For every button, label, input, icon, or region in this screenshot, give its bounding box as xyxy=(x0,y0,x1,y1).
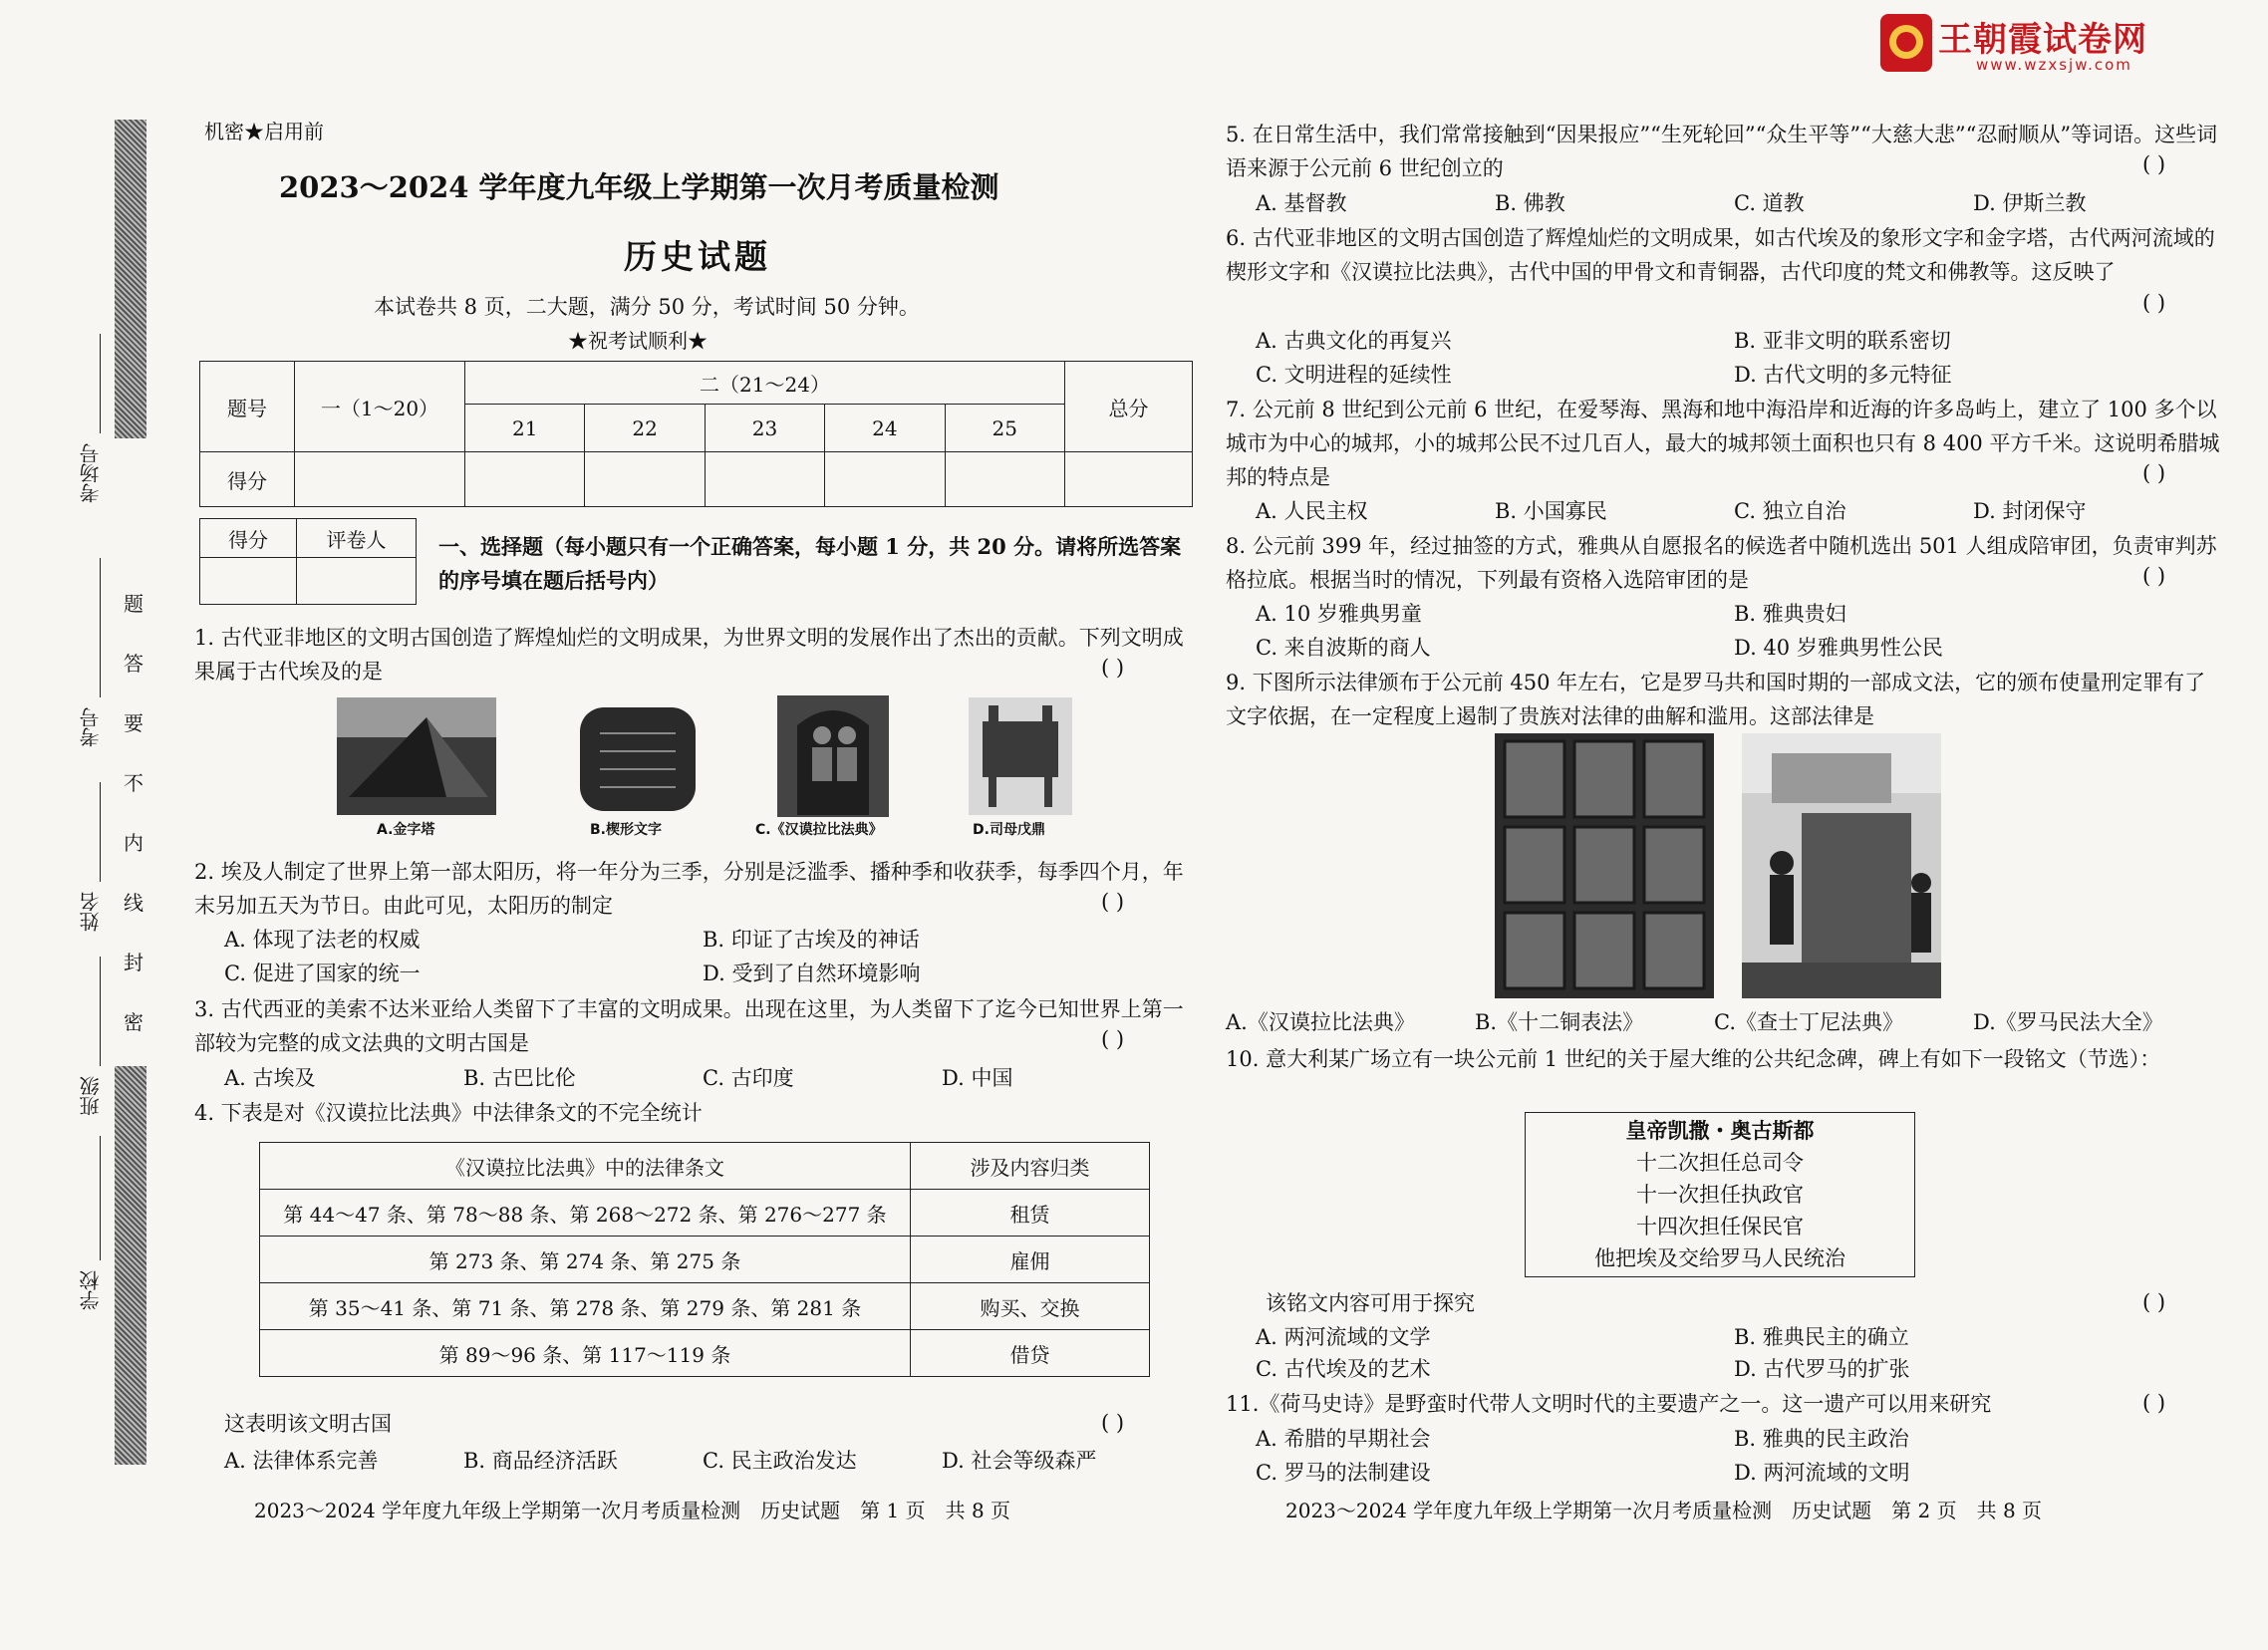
q2-option-a[interactable]: A. 体现了法老的权威 xyxy=(224,928,421,952)
exam-instructions: 本试卷共 8 页，二大题，满分 50 分，考试时间 50 分钟。 xyxy=(374,295,920,319)
inscription-box xyxy=(1525,1112,1915,1277)
q1-stem: 1. 古代亚非地区的文明古国创造了辉煌灿烂的文明成果，为世界文明的发展作出了杰出的贡献。下列文明成果属于古代埃及的是 xyxy=(194,626,1184,684)
score-cell[interactable] xyxy=(825,452,945,507)
q9-option-b[interactable]: B.《十二铜表法》 xyxy=(1475,1010,1644,1034)
grader-table xyxy=(199,518,417,605)
q2-option-b[interactable]: B. 印证了古埃及的神话 xyxy=(703,928,920,952)
grader-name-cell[interactable] xyxy=(297,558,417,605)
th-number: 题号 xyxy=(200,362,295,452)
binding-margin xyxy=(0,0,179,1650)
exam-title: 2023～2024 学年度九年级上学期第一次月考质量检测 xyxy=(279,170,999,204)
q8-stem: 8. 公元前 399 年，经过抽签的方式，雅典从自愿报名的候选者中随机选出 501 人组成陪审团，负责审判苏格拉底。根据当时的情况，下列最有资格入选陪审团的是 xyxy=(1226,534,2217,592)
page-2 xyxy=(1226,100,2222,1594)
binding-hatch-top xyxy=(115,120,146,438)
q5-answer-bracket[interactable]: ( ) xyxy=(2142,152,2166,176)
watermark-url: www.wzxsjw.com xyxy=(1976,56,2132,74)
q2-stem: 2. 埃及人制定了世界上第一部太阳历，将一年分为三季，分别是泛滥季、播种季和收获季，每季四个月，年末另加五天为节日。由此可见，太阳历的制定 xyxy=(194,860,1184,918)
score-cell[interactable] xyxy=(465,452,585,507)
table-row xyxy=(260,1237,1150,1283)
grader-score-cell[interactable] xyxy=(200,558,297,605)
th-col: 25 xyxy=(945,405,1064,452)
q4-option-b[interactable]: B. 商品经济活跃 xyxy=(463,1449,618,1473)
q7-option-a[interactable]: A. 人民主权 xyxy=(1256,499,1368,523)
page-2-footer: 2023～2024 学年度九年级上学期第一次月考质量检测 历史试题 第 2 页 共 8 页 xyxy=(1285,1499,2043,1522)
table-row xyxy=(260,1283,1150,1330)
q3-option-a[interactable]: A. 古埃及 xyxy=(224,1066,316,1090)
logo-badge-icon xyxy=(1878,12,1934,74)
q11-option-a[interactable]: A. 希腊的早期社会 xyxy=(1256,1427,1431,1451)
q10-option-c[interactable]: C. 古代埃及的艺术 xyxy=(1256,1357,1431,1381)
q6-option-a[interactable]: A. 古典文化的再复兴 xyxy=(1256,329,1452,353)
section-1-heading: 一、选择题（每小题只有一个正确答案，每小题 1 分，共 20 分。请将所选答案的序号填在题后括号内） xyxy=(438,534,1182,593)
score-table xyxy=(199,361,1193,507)
q6-option-d[interactable]: D. 古代文明的多元特征 xyxy=(1734,363,1952,387)
school-line[interactable] xyxy=(100,1136,101,1260)
score-cell[interactable] xyxy=(1065,452,1193,507)
q9-option-a[interactable]: A.《汉谟拉比法典》 xyxy=(1226,1010,1415,1034)
watermark-title: 王朝霞试卷网 xyxy=(1938,20,2147,60)
stele-image xyxy=(777,695,889,817)
roman-forum-engraving-image xyxy=(1742,733,1941,998)
q3-answer-bracket[interactable]: ( ) xyxy=(1101,1027,1125,1051)
q5-stem: 5. 在日常生活中，我们常常接触到“因果报应”“生死轮回”“众生平等”“大慈大悲”“忍耐顺从”等词语。这些词语来源于公元前 6 世纪创立的 xyxy=(1226,123,2218,180)
score-cell[interactable] xyxy=(945,452,1064,507)
q3-stem: 3. 古代西亚的美索不达米亚给人类留下了丰富的文明成果。出现在这里，为人类留下了迄今已知世界上第一部较为完整的成文法典的文明古国是 xyxy=(194,997,1184,1055)
law-table-header: 《汉谟拉比法典》中的法律条文 xyxy=(260,1143,911,1190)
q9-stem: 9. 下图所示法律颁布于公元前 450 年左右，它是罗马共和国时期的一部成文法，它的颁布使量刑定罪有了文字依据，在一定程度上遏制了贵族对法律的曲解和滥用。这部法律是 xyxy=(1226,671,2206,728)
table-row xyxy=(260,1330,1150,1377)
confidential-mark: 机密★启用前 xyxy=(204,120,324,143)
q4-stem: 4. 下表是对《汉谟拉比法典》中法律条文的不完全统计 xyxy=(194,1101,703,1125)
name-label: 姓名 xyxy=(79,892,103,932)
page-1 xyxy=(194,100,1196,1594)
q4-answer-bracket[interactable]: ( ) xyxy=(1101,1411,1125,1435)
q10-tail: 该铭文内容可用于探究 xyxy=(1266,1291,1475,1315)
q3-option-c[interactable]: C. 古印度 xyxy=(703,1066,794,1090)
q5-option-a[interactable]: A. 基督教 xyxy=(1256,191,1347,215)
q5-option-c[interactable]: C. 道教 xyxy=(1734,191,1805,215)
q1-answer-bracket[interactable]: ( ) xyxy=(1101,656,1125,680)
bronze-tablets-image xyxy=(1495,733,1714,998)
q5-option-d[interactable]: D. 伊斯兰教 xyxy=(1973,191,2087,215)
good-luck-note: ★祝考试顺利★ xyxy=(568,329,708,353)
class-label: 班级 xyxy=(79,1076,103,1116)
q1-caption-d: D.司母戊鼎 xyxy=(973,822,1045,838)
q7-stem: 7. 公元前 8 世纪到公元前 6 世纪，在爱琴海、黑海和地中海沿岸和近海的许多岛屿上，建立了 100 多个以城市为中心的城邦，小的城邦公民不过几百人，最大的城邦领土面积也只有 8 400 平方千米。这说明希腊城邦的特点是 xyxy=(1226,398,2220,489)
q8-answer-bracket[interactable]: ( ) xyxy=(2142,564,2166,588)
q4-option-a[interactable]: A. 法律体系完善 xyxy=(224,1449,379,1473)
pyramid-image xyxy=(337,697,496,815)
ding-image xyxy=(969,697,1072,815)
q10-option-d[interactable]: D. 古代罗马的扩张 xyxy=(1734,1357,1910,1381)
q1-caption-a: A.金字塔 xyxy=(377,822,435,838)
binding-char: 线 xyxy=(124,891,143,915)
law-articles-cell: 第 35～41 条、第 71 条、第 278 条、第 279 条、第 281 条 xyxy=(260,1283,911,1330)
law-category-cell: 借贷 xyxy=(911,1330,1150,1377)
q4-option-d[interactable]: D. 社会等级森严 xyxy=(942,1449,1097,1473)
q8-option-b[interactable]: B. 雅典贵妇 xyxy=(1734,602,1846,626)
q11-option-c[interactable]: C. 罗马的法制建设 xyxy=(1256,1461,1431,1485)
table-row xyxy=(260,1190,1150,1237)
exam-room-label: 考场号 xyxy=(79,443,103,503)
q2-option-d[interactable]: D. 受到了自然环境影响 xyxy=(703,962,921,985)
q5-option-b[interactable]: B. 佛教 xyxy=(1495,191,1565,215)
q7-answer-bracket[interactable]: ( ) xyxy=(2142,461,2166,485)
q7-option-d[interactable]: D. 封闭保守 xyxy=(1973,499,2087,523)
inscription-line: 皇帝凯撒・奥古斯都 xyxy=(1625,1118,1815,1143)
school-label: 学校 xyxy=(79,1270,103,1310)
law-category-cell: 租赁 xyxy=(911,1190,1150,1237)
binding-char: 答 xyxy=(124,652,143,676)
q2-option-c[interactable]: C. 促进了国家的统一 xyxy=(224,962,421,985)
watermark-logo xyxy=(1878,12,2212,78)
grader-label: 评卷人 xyxy=(297,519,417,558)
grader-score-label: 得分 xyxy=(200,519,297,558)
q10-option-b[interactable]: B. 雅典民主的确立 xyxy=(1734,1325,1909,1349)
score-row-label: 得分 xyxy=(200,452,295,507)
q6-answer-bracket[interactable]: ( ) xyxy=(2142,291,2166,315)
binding-char: 要 xyxy=(124,711,143,735)
q10-answer-bracket[interactable]: ( ) xyxy=(2142,1290,2166,1314)
q3-option-d[interactable]: D. 中国 xyxy=(942,1066,1013,1090)
exam-room-line[interactable] xyxy=(100,334,101,433)
q11-option-d[interactable]: D. 两河流域的文明 xyxy=(1734,1461,1910,1485)
q11-stem: 11.《荷马史诗》是野蛮时代带人文明时代的主要遗产之一。这一遗产可以用来研究 xyxy=(1226,1392,1992,1416)
exam-number-label: 考号 xyxy=(79,707,103,747)
inscription-line: 十二次担任总司令 xyxy=(1636,1151,1804,1175)
q8-option-c[interactable]: C. 来自波斯的商人 xyxy=(1256,636,1431,660)
law-statistics-table xyxy=(259,1142,1150,1377)
q10-stem: 10. 意大利某广场立有一块公元前 1 世纪的关于屋大维的公共纪念碑，碑上有如下一段铭文（节选）： xyxy=(1226,1047,2161,1071)
q8-option-a[interactable]: A. 10 岁雅典男童 xyxy=(1256,602,1422,626)
page-1-footer: 2023～2024 学年度九年级上学期第一次月考质量检测 历史试题 第 1 页 共 8 页 xyxy=(254,1499,1011,1522)
binding-char: 不 xyxy=(124,771,143,795)
q4-option-c[interactable]: C. 民主政治发达 xyxy=(703,1449,857,1473)
cuneiform-tablet-image xyxy=(576,703,700,815)
q3-option-b[interactable]: B. 古巴比伦 xyxy=(463,1066,576,1090)
law-category-cell: 购买、交换 xyxy=(911,1283,1150,1330)
q1-caption-b: B.楔形文字 xyxy=(590,822,662,838)
law-table-header: 涉及内容归类 xyxy=(911,1143,1150,1190)
score-cell[interactable] xyxy=(705,452,824,507)
subject-title: 历史试题 xyxy=(624,237,771,276)
class-line[interactable] xyxy=(100,957,101,1066)
exam-number-line[interactable] xyxy=(100,558,101,697)
binding-char: 封 xyxy=(124,951,143,974)
q6-stem: 6. 古代亚非地区的文明古国创造了辉煌灿烂的文明成果，如古代埃及的象形文字和金字塔，古代两河流域的楔形文字和《汉谟拉比法典》，古代中国的甲骨文和青铜器，古代印度的梵文和佛教等。这反映了 xyxy=(1226,226,2215,284)
q9-option-c[interactable]: C.《查士丁尼法典》 xyxy=(1714,1010,1903,1034)
q11-option-b[interactable]: B. 雅典的民主政治 xyxy=(1734,1427,1909,1451)
th-part2: 二（21～24） xyxy=(465,362,1065,405)
q7-option-b[interactable]: B. 小国寡民 xyxy=(1495,499,1607,523)
th-col: 21 xyxy=(465,405,585,452)
name-line[interactable] xyxy=(100,782,101,882)
th-col: 22 xyxy=(585,405,705,452)
binding-hatch-bottom xyxy=(115,1066,146,1465)
q6-option-b[interactable]: B. 亚非文明的联系密切 xyxy=(1734,329,1951,353)
law-category-cell: 雇佣 xyxy=(911,1237,1150,1283)
th-part1: 一（1～20） xyxy=(295,362,465,452)
th-total: 总分 xyxy=(1065,362,1193,452)
law-articles-cell: 第 44～47 条、第 78～88 条、第 268～272 条、第 276～277 条 xyxy=(260,1190,911,1237)
q8-option-d[interactable]: D. 40 岁雅典男性公民 xyxy=(1734,636,1943,660)
q9-option-d[interactable]: D.《罗马民法大全》 xyxy=(1973,1010,2163,1034)
binding-char: 密 xyxy=(124,1010,143,1034)
th-col: 23 xyxy=(705,405,824,452)
inscription-line: 十四次担任保民官 xyxy=(1636,1215,1804,1238)
score-cell[interactable] xyxy=(585,452,705,507)
th-col: 24 xyxy=(825,405,945,452)
inscription-line: 十一次担任执政官 xyxy=(1636,1183,1804,1207)
q7-option-c[interactable]: C. 独立自治 xyxy=(1734,499,1846,523)
q4-tail: 这表明该文明古国 xyxy=(224,1412,392,1436)
binding-char: 内 xyxy=(124,831,143,855)
q2-answer-bracket[interactable]: ( ) xyxy=(1101,890,1125,914)
binding-char: 题 xyxy=(124,592,143,616)
score-cell[interactable] xyxy=(295,452,465,507)
q11-answer-bracket[interactable]: ( ) xyxy=(2142,1391,2166,1415)
q1-caption-c: C.《汉谟拉比法典》 xyxy=(755,822,883,838)
q6-option-c[interactable]: C. 文明进程的延续性 xyxy=(1256,363,1452,387)
law-articles-cell: 第 273 条、第 274 条、第 275 条 xyxy=(260,1237,911,1283)
law-articles-cell: 第 89～96 条、第 117～119 条 xyxy=(260,1330,911,1377)
inscription-line: 他把埃及交给罗马人民统治 xyxy=(1594,1246,1845,1270)
q10-option-a[interactable]: A. 两河流域的文学 xyxy=(1256,1325,1431,1349)
